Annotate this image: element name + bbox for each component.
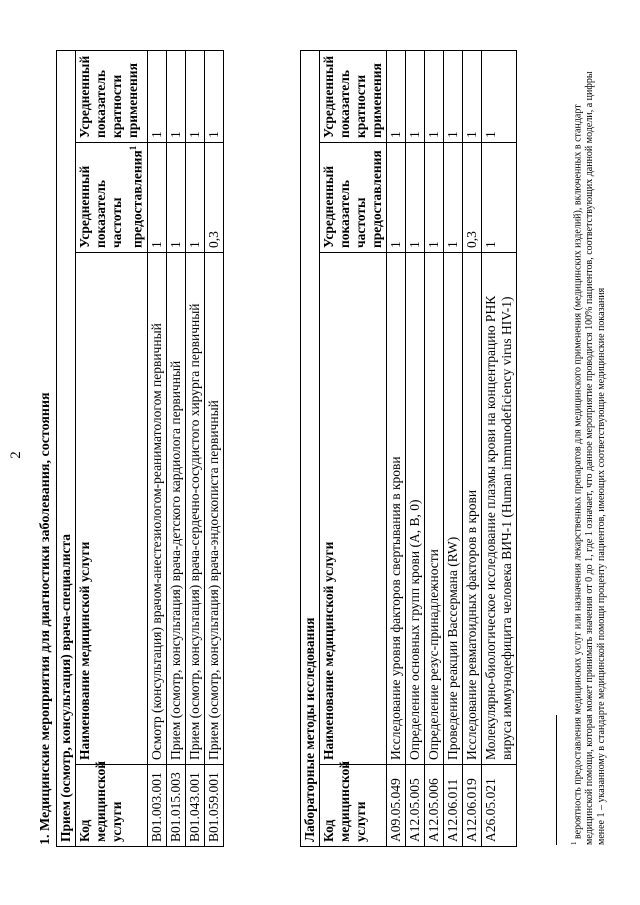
service-name: Осмотр (консультация) врачом-анестезиологом-реаниматологом первичный (147, 253, 166, 765)
multiplicity-value: 1 (147, 51, 166, 143)
footnote-ref: 1 (128, 145, 138, 151)
multiplicity-value: 1 (204, 51, 223, 143)
multiplicity-value: 1 (444, 51, 463, 143)
frequency-value: 1 (425, 143, 444, 253)
service-name: Прием (осмотр, консультация) врача-детского кардиолога первичный (166, 253, 185, 765)
group-title: Прием (осмотр, консультация) врача-специалиста (57, 51, 76, 847)
header-name: Наименование медицинской услуги (320, 253, 387, 765)
footnote-text: вероятность предоставления медицинских услуг или назначения лекарственных препаратов для медицинского применения (медицинских изделий), включенных в стандарт медицинской помощи, которая может принимать значения от 0 до 1, где 1 означает, что данное мероприятие проводится 100% пациентов, соответствующих данной модели, а цифры менее 1 – указанному в стандарте медицинской помощи проценту пациентов, имеющих соответствующие медицинские показания (572, 71, 608, 845)
header-frequency-text: Усредненный показатель частоты предоставления (77, 150, 145, 249)
table-row (147, 51, 166, 847)
frequency-value: 1 (444, 143, 463, 253)
multiplicity-value: 1 (463, 51, 482, 143)
multiplicity-value: 1 (387, 51, 406, 143)
table-row (482, 51, 517, 847)
service-name: Прием (осмотр, консультация) врача-эндоскописта первичный (204, 253, 223, 765)
frequency-value: 1 (185, 143, 204, 253)
frequency-value: 0,3 (463, 143, 482, 253)
service-code: B01.015.003 (166, 765, 185, 847)
service-name: Молекулярно-биологическое исследование плазмы крови на концентрацию РНК вируса иммунодефицита человека ВИЧ-1 (Human immunodeficiency virus HIV-1) (482, 253, 517, 765)
multiplicity-value: 1 (406, 51, 425, 143)
table-row (185, 51, 204, 847)
footnote-marker: 1 (570, 841, 578, 845)
table-row (204, 51, 223, 847)
header-frequency (76, 143, 148, 253)
service-name: Определение резус-принадлежности (425, 253, 444, 765)
service-code: A12.06.019 (463, 765, 482, 847)
service-code: B01.003.001 (147, 765, 166, 847)
group-title: Лабораторные методы исследования (301, 51, 320, 847)
header-frequency: Усредненный показатель частоты предоставления (320, 143, 387, 253)
header-multiplicity: Усредненный показатель кратности применения (320, 51, 387, 143)
multiplicity-value: 1 (166, 51, 185, 143)
service-name: Определение основных групп крови (А, В, 0) (406, 253, 425, 765)
table-group-row (301, 51, 320, 847)
frequency-value: 1 (166, 143, 185, 253)
service-code: A09.05.049 (387, 765, 406, 847)
table-header-row (76, 51, 148, 847)
multiplicity-value: 1 (482, 51, 517, 143)
service-code: A12.06.011 (444, 765, 463, 847)
service-code: A12.05.006 (425, 765, 444, 847)
table-header-row (320, 51, 387, 847)
service-code: A26.05.021 (482, 765, 517, 847)
table-group-row (57, 51, 76, 847)
lab-methods-table (300, 50, 517, 847)
footnote (568, 50, 608, 845)
header-code: Код медицинской услуги (320, 765, 387, 847)
multiplicity-value: 1 (185, 51, 204, 143)
header-name: Наименование медицинской услуги (76, 253, 148, 765)
service-code: B01.043.001 (185, 765, 204, 847)
table-row (463, 51, 482, 847)
service-name: Прием (осмотр, консультация) врача-сердечно-сосудистого хирурга первичный (185, 253, 204, 765)
header-multiplicity: Усредненный показатель кратности применения (76, 51, 148, 143)
page-number: 2 (8, 451, 24, 459)
service-name: Исследование ревматоидных факторов в крови (463, 253, 482, 765)
multiplicity-value: 1 (425, 51, 444, 143)
header-code: Код медицинской услуги (76, 765, 148, 847)
footnote-divider (556, 715, 557, 845)
service-code: B01.059.001 (204, 765, 223, 847)
frequency-value: 1 (406, 143, 425, 253)
frequency-value: 0,3 (204, 143, 223, 253)
frequency-value: 1 (147, 143, 166, 253)
service-code: A12.05.005 (406, 765, 425, 847)
table-row (444, 51, 463, 847)
frequency-value: 1 (482, 143, 517, 253)
consultations-table (56, 50, 224, 847)
table-row (166, 51, 185, 847)
section-title: 1. Медицинские мероприятия для диагностики заболевания, состояния (38, 392, 53, 845)
service-name: Исследование уровня факторов свертывания в крови (387, 253, 406, 765)
table-row (387, 51, 406, 847)
table-row (425, 51, 444, 847)
table-row (406, 51, 425, 847)
service-name: Проведение реакции Вассермана (RW) (444, 253, 463, 765)
frequency-value: 1 (387, 143, 406, 253)
